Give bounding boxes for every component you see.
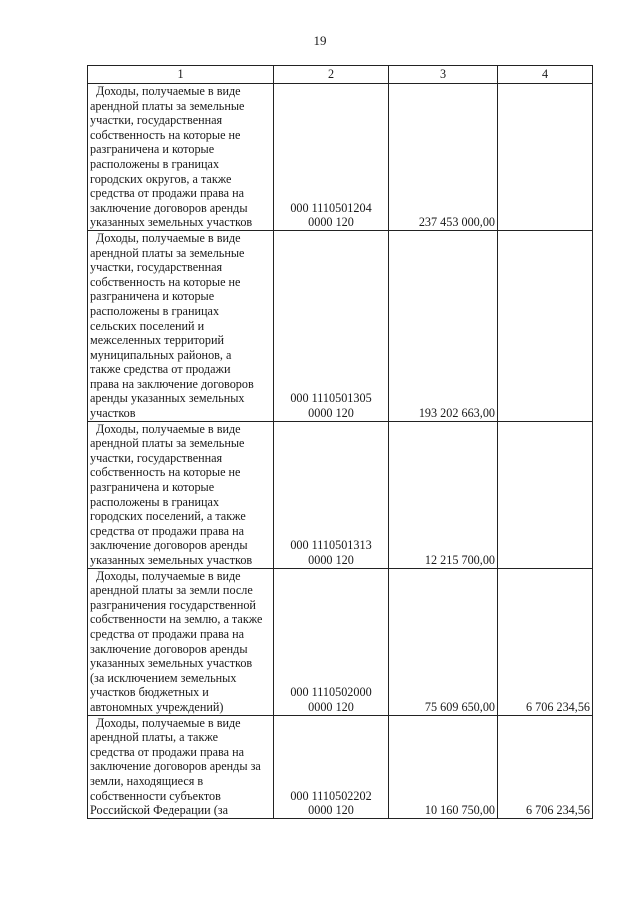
code-line: 0000 120 bbox=[308, 803, 354, 818]
description-line: собственности субъектов bbox=[90, 788, 221, 803]
code-line: 000 1110502202 bbox=[290, 788, 372, 803]
description-line: средства от продажи права на bbox=[90, 523, 245, 538]
description-line: собственности на землю, а также bbox=[90, 612, 263, 627]
description-line: заключение договоров аренды bbox=[90, 200, 248, 215]
description-line: также средства от продажи bbox=[90, 362, 231, 377]
code-line: 000 1110501313 bbox=[290, 538, 372, 553]
description-line: собственность на которые не bbox=[90, 274, 241, 289]
description-line: собственность на которые не bbox=[90, 465, 241, 480]
code-line: 000 1110502000 bbox=[290, 685, 372, 700]
code-line: 000 1110501305 bbox=[290, 391, 372, 406]
budget-classification-code bbox=[274, 568, 389, 715]
revenue-description bbox=[88, 715, 274, 818]
description-line: участков bbox=[90, 406, 136, 421]
description-line: участки, государственная bbox=[90, 113, 223, 128]
description-line: городских поселений, а также bbox=[90, 509, 246, 524]
description-line: разграничена и которые bbox=[90, 142, 215, 157]
description-line: средства от продажи права на bbox=[90, 626, 245, 641]
budget-classification-code bbox=[274, 715, 389, 818]
description-line: указанных земельных участков bbox=[90, 215, 253, 230]
page-number: 19 bbox=[313, 33, 327, 48]
column-header-3: 3 bbox=[389, 66, 498, 84]
description-line: заключение договоров аренды bbox=[90, 538, 248, 553]
table-row bbox=[88, 421, 593, 568]
column-header-2: 2 bbox=[274, 66, 389, 84]
description-line: арендной платы за земли после bbox=[90, 583, 253, 598]
description-line: муниципальных районов, а bbox=[90, 347, 232, 362]
description-line: Доходы, получаемые в виде bbox=[96, 84, 241, 98]
description-line: собственность на которые не bbox=[90, 127, 241, 142]
description-line: расположены в границах bbox=[90, 303, 220, 318]
description-line: Доходы, получаемые в виде bbox=[96, 715, 241, 730]
description-line: участки, государственная bbox=[90, 450, 223, 465]
amount-column-4-value: 6 706 234,56 bbox=[498, 715, 593, 818]
description-line: расположены в границах bbox=[90, 494, 220, 509]
description-line: арендной платы, а также bbox=[90, 730, 219, 745]
budget-classification-code bbox=[274, 230, 389, 421]
table-row bbox=[88, 568, 593, 715]
description-line: участки, государственная bbox=[90, 260, 223, 275]
column-header-1: 1 bbox=[88, 66, 274, 84]
description-line: указанных земельных участков bbox=[90, 553, 253, 567]
description-line: участков бюджетных и bbox=[90, 685, 209, 700]
amount-value: 237 453 000,00 bbox=[389, 84, 498, 231]
amount-value: 12 215 700,00 bbox=[389, 421, 498, 568]
description-line: межселенных территорий bbox=[90, 333, 224, 348]
description-line: земли, находящиеся в bbox=[90, 773, 204, 788]
description-line: Доходы, получаемые в виде bbox=[96, 421, 241, 436]
description-line: разграничена и которые bbox=[90, 480, 215, 495]
column-header-4: 4 bbox=[498, 66, 593, 84]
revenue-description bbox=[88, 84, 274, 231]
code-line: 000 1110501204 bbox=[290, 200, 372, 215]
amount-value: 193 202 663,00 bbox=[389, 230, 498, 421]
description-line: аренды указанных земельных bbox=[90, 391, 245, 406]
description-line: средства от продажи права на bbox=[90, 186, 245, 201]
amount-column-4-value bbox=[498, 421, 593, 568]
description-line: (за исключением земельных bbox=[90, 670, 237, 685]
table-row bbox=[88, 715, 593, 818]
description-line: Доходы, получаемые в виде bbox=[96, 568, 241, 583]
description-line: городских округов, а также bbox=[90, 171, 232, 186]
description-line: арендной платы за земельные bbox=[90, 436, 245, 451]
description-line: разграничения государственной bbox=[90, 597, 256, 612]
description-line: заключение договоров аренды за bbox=[90, 759, 261, 774]
amount-column-4-value: 6 706 234,56 bbox=[498, 568, 593, 715]
amount-value: 10 160 750,00 bbox=[389, 715, 498, 818]
description-line: арендной платы за земельные bbox=[90, 98, 245, 113]
description-line: автономных учреждений) bbox=[90, 699, 224, 714]
code-line: 0000 120 bbox=[308, 553, 354, 567]
budget-classification-code bbox=[274, 84, 389, 231]
revenue-table bbox=[87, 65, 593, 819]
amount-value: 75 609 650,00 bbox=[389, 568, 498, 715]
code-line: 0000 120 bbox=[308, 699, 354, 714]
description-line: Доходы, получаемые в виде bbox=[96, 230, 241, 245]
description-line: расположены в границах bbox=[90, 156, 220, 171]
description-line: средства от продажи права на bbox=[90, 744, 245, 759]
description-line: разграничена и которые bbox=[90, 289, 215, 304]
amount-column-4-value bbox=[498, 230, 593, 421]
header-row bbox=[88, 66, 593, 84]
description-line: указанных земельных участков bbox=[90, 656, 253, 671]
revenue-description bbox=[88, 568, 274, 715]
description-line: арендной платы за земельные bbox=[90, 245, 245, 260]
description-line: заключение договоров аренды bbox=[90, 641, 248, 656]
code-line: 0000 120 bbox=[308, 215, 354, 230]
description-line: права на заключение договоров bbox=[90, 376, 254, 391]
table-row bbox=[88, 230, 593, 421]
description-line: сельских поселений и bbox=[90, 318, 205, 333]
revenue-description bbox=[88, 230, 274, 421]
revenue-description bbox=[88, 421, 274, 568]
budget-classification-code bbox=[274, 421, 389, 568]
table-row bbox=[88, 84, 593, 231]
description-line: Российской Федерации (за bbox=[90, 803, 228, 818]
table-body bbox=[88, 84, 593, 819]
code-line: 0000 120 bbox=[308, 406, 354, 421]
amount-column-4-value bbox=[498, 84, 593, 231]
